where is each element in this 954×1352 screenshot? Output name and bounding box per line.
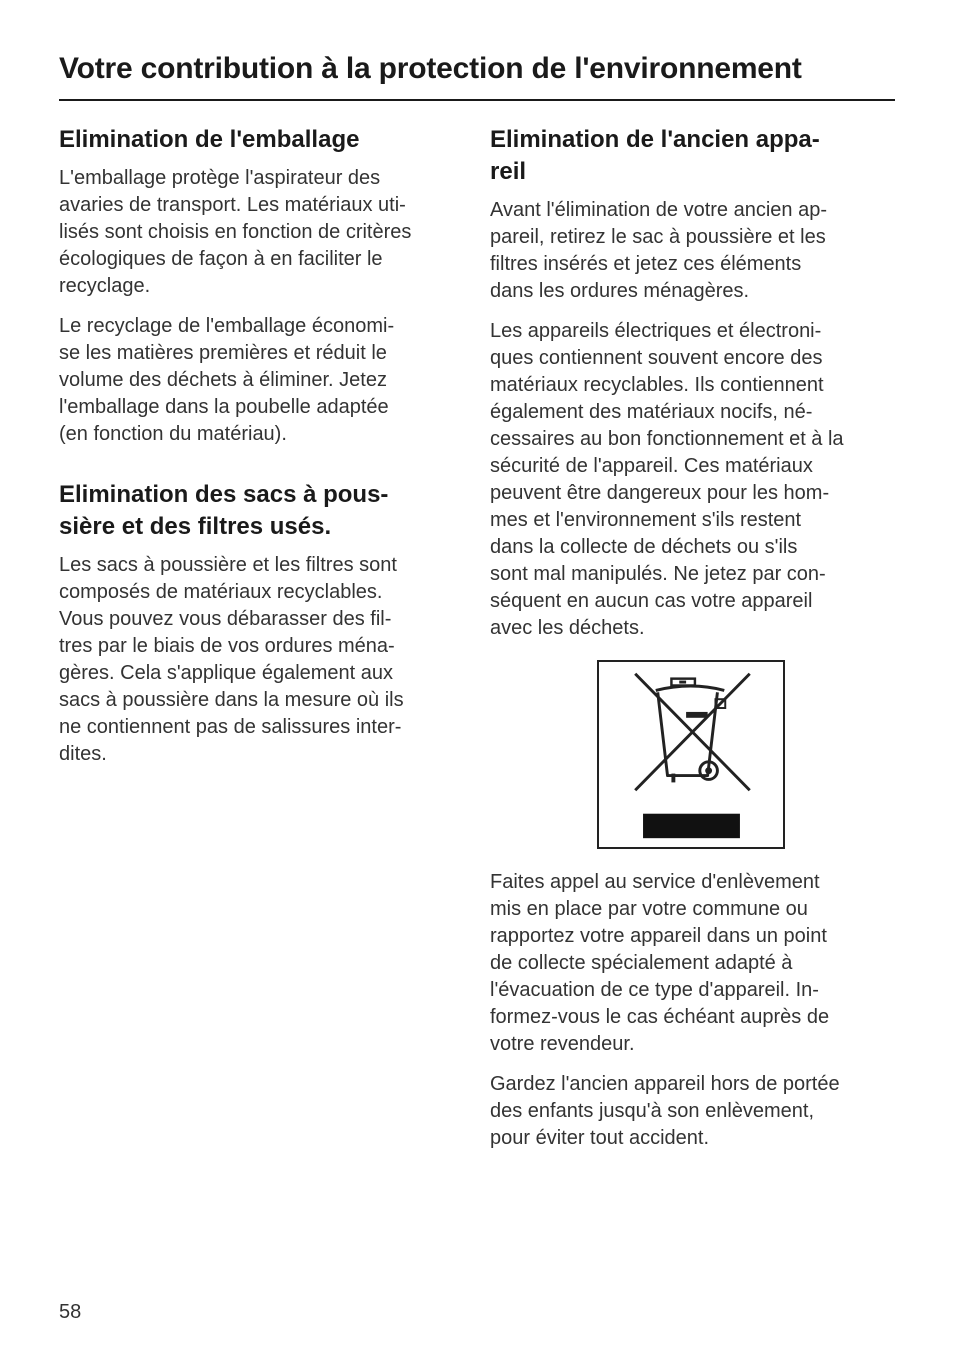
- text-line: composés de matériaux recyclables.: [59, 581, 383, 603]
- text-line: également des matériaux nocifs, né-: [490, 401, 813, 423]
- text-line: sacs à poussière dans la mesure où ils: [59, 689, 404, 711]
- text-line: Faites appel au service d'enlèvement: [490, 871, 820, 893]
- text-line: écologiques de façon à en faciliter le: [59, 248, 383, 270]
- text-line: pour éviter tout accident.: [490, 1127, 710, 1149]
- text-line: se les matières premières et réduit le: [59, 342, 387, 364]
- bags-filters-heading: [59, 479, 467, 543]
- text-line: volume des déchets à éliminer. Jetez: [59, 369, 387, 391]
- text-line: avaries de transport. Les matériaux uti-: [59, 194, 406, 216]
- text-line: ques contiennent souvent encore des: [490, 347, 823, 369]
- packaging-heading: Elimination de l'emballage: [59, 126, 360, 153]
- text-line: peuvent être dangereux pour les hom-: [490, 482, 830, 504]
- text-line: lisés sont choisis en fonction de critères: [59, 221, 412, 243]
- text-line: Avant l'élimination de votre ancien ap-: [490, 199, 827, 221]
- weee-symbol-figure: [597, 660, 785, 849]
- text-line: cessaires au bon fonctionnement et à la: [490, 428, 844, 450]
- right-column: [490, 124, 896, 1165]
- text-line: formez-vous le cas échéant auprès de: [490, 1006, 830, 1028]
- heading-line: sière et des filtres usés.: [59, 513, 332, 540]
- text-line: ne contiennent pas de salissures inter-: [59, 716, 402, 738]
- old-appliance-heading: [490, 124, 896, 188]
- text-line: mis en place par votre commune ou: [490, 898, 808, 920]
- old-appliance-paragraph-4: [490, 1071, 896, 1152]
- text-line: avec les déchets.: [490, 617, 645, 639]
- text-line: sécurité de l'appareil. Ces matériaux: [490, 455, 813, 477]
- text-line: séquent en aucun cas votre appareil: [490, 590, 813, 612]
- text-line: tres par le biais de vos ordures ména-: [59, 635, 395, 657]
- text-line: dans les ordures ménagères.: [490, 280, 750, 302]
- text-line: dites.: [59, 743, 107, 765]
- text-line: pareil, retirez le sac à poussière et les: [490, 226, 826, 248]
- text-line: Vous pouvez vous débarasser des fil-: [59, 608, 392, 630]
- text-line: mes et l'environnement s'ils restent: [490, 509, 802, 531]
- heading-line: Elimination des sacs à pous-: [59, 481, 389, 508]
- bags-filters-paragraph: [59, 552, 467, 768]
- packaging-section: [59, 124, 467, 448]
- text-line: Le recyclage de l'emballage économi-: [59, 315, 395, 337]
- text-line: dans la collecte de déchets ou s'ils: [490, 536, 798, 558]
- text-line: rapportez votre appareil dans un point: [490, 925, 827, 947]
- text-line: matériaux recyclables. Ils contiennent: [490, 374, 824, 396]
- text-line: l'emballage dans la poubelle adaptée: [59, 396, 389, 418]
- title-divider: [59, 99, 895, 101]
- bags-filters-section: [59, 479, 467, 768]
- packaging-paragraph-2: [59, 313, 467, 448]
- text-line: l'évacuation de ce type d'appareil. In-: [490, 979, 819, 1001]
- text-line: sont mal manipulés. Ne jetez par con-: [490, 563, 826, 585]
- old-appliance-paragraph-2: [490, 318, 896, 642]
- old-appliance-paragraph-3: [490, 869, 896, 1058]
- text-line: recyclage.: [59, 275, 151, 297]
- crossed-out-wheelie-bin-icon: [599, 662, 783, 847]
- text-line: des enfants jusqu'à son enlèvement,: [490, 1100, 815, 1122]
- text-line: Les appareils électriques et électroni-: [490, 320, 822, 342]
- text-line: Gardez l'ancien appareil hors de portée: [490, 1073, 840, 1095]
- text-line: filtres insérés et jetez ces éléments: [490, 253, 802, 275]
- text-line: L'emballage protège l'aspirateur des: [59, 167, 381, 189]
- text-line: (en fonction du matériau).: [59, 423, 287, 445]
- text-line: gères. Cela s'applique également aux: [59, 662, 394, 684]
- heading-line: reil: [490, 158, 527, 185]
- left-column: [59, 124, 467, 781]
- heading-line: Elimination de l'ancien appa-: [490, 126, 820, 153]
- text-line: Les sacs à poussière et les filtres sont: [59, 554, 397, 576]
- page-number: 58: [59, 1301, 82, 1323]
- text-line: votre revendeur.: [490, 1033, 635, 1055]
- old-appliance-section: [490, 124, 896, 1152]
- text-line: de collecte spécialement adapté à: [490, 952, 793, 974]
- page-title: Votre contribution à la protection de l'environnement: [59, 52, 802, 85]
- packaging-paragraph-1: [59, 165, 467, 300]
- old-appliance-paragraph-1: [490, 197, 896, 305]
